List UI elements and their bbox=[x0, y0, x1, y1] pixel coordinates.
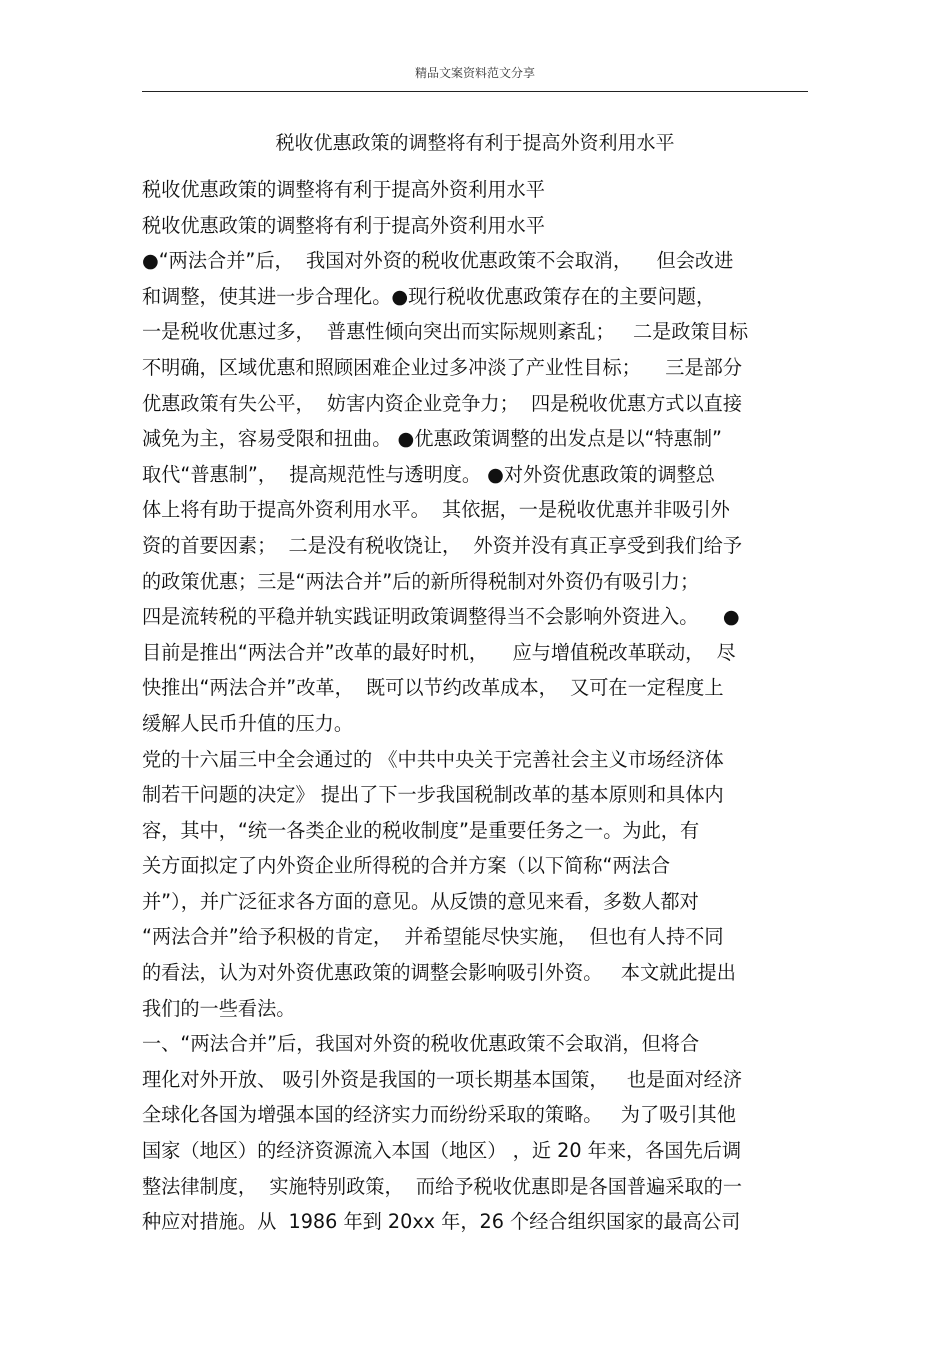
body-line: 理化对外开放、 吸引外资是我国的一项长期基本国策， 也是面对经济 bbox=[142, 1067, 743, 1091]
header-divider bbox=[142, 91, 808, 92]
body-line: 和调整，使其进一步合理化。●现行税收优惠政策存在的主要问题， bbox=[142, 284, 716, 308]
body-line: 制若干问题的决定》 提出了下一步我国税制改革的基本原则和具体内 bbox=[142, 783, 724, 807]
body-line: 容，其中，“统一各类企业的税收制度”是重要任务之一。为此，有 bbox=[142, 818, 700, 842]
body-line: 体上将有助于提高外资利用水平。 其依据，一是税收优惠并非吸引外 bbox=[142, 498, 730, 522]
body-line: 资的首要因素； 二是没有税收饶让， 外资并没有真正享受到我们给予 bbox=[142, 533, 743, 557]
body-line: 并”），并广泛征求各方面的意见。从反馈的意见来看，多数人都对 bbox=[142, 889, 699, 913]
body-line: 关方面拟定了内外资企业所得税的合并方案（以下简称“两法合 bbox=[142, 854, 671, 878]
body-line: 减免为主，容易受限和扭曲。 ●优惠政策调整的出发点是以“特惠制” bbox=[142, 427, 722, 451]
body-line: 的政策优惠；三是“两法合并”后的新所得税制对外资仍有吸引力； bbox=[142, 569, 700, 593]
body-line: 我们的一些看法。 bbox=[142, 996, 296, 1020]
body-line: 取代“普惠制”， 提高规范性与透明度。 ●对外资优惠政策的调整总 bbox=[142, 462, 715, 486]
body-line: 种应对措施。从 1986 年到 20xx 年，26 个经合组织国家的最高公司 bbox=[142, 1210, 741, 1234]
body-line: “两法合并”给予积极的肯定， 并希望能尽快实施， 但也有人持不同 bbox=[142, 925, 724, 949]
body-line: ●“两法合并”后， 我国对外资的税收优惠政策不会取消， 但会改进 bbox=[142, 249, 734, 273]
body-line: 税收优惠政策的调整将有利于提高外资利用水平 bbox=[142, 213, 545, 237]
body-line: 缓解人民币升值的压力。 bbox=[142, 711, 354, 735]
body-line: 一是税收优惠过多， 普惠性倾向突出而实际规则紊乱； 二是政策目标 bbox=[142, 320, 749, 344]
body-line: 全球化各国为增强本国的经济实力而纷纷采取的策略。 为了吸引其他 bbox=[142, 1103, 736, 1127]
body-line: 优惠政策有失公平， 妨害内资企业竞争力； 四是税收优惠方式以直接 bbox=[142, 391, 743, 415]
body-line: 整法律制度， 实施特别政策， 而给予税收优惠即是各国普遍采取的一 bbox=[142, 1174, 743, 1198]
body-line: 党的十六届三中全会通过的 《中共中央关于完善社会主义市场经济体 bbox=[142, 747, 724, 771]
document-body bbox=[142, 172, 810, 1240]
body-line: 的看法，认为对外资优惠政策的调整会影响吸引外资。 本文就此提出 bbox=[142, 961, 736, 985]
body-line: 快推出“两法合并”改革， 既可以节约改革成本， 又可在一定程度上 bbox=[142, 676, 724, 700]
body-line: 目前是推出“两法合并”改革的最好时机， 应与增值税改革联动， 尽 bbox=[142, 640, 736, 664]
body-line: 不明确，区域优惠和照顾困难企业过多冲淡了产业性目标； 三是部分 bbox=[142, 355, 743, 379]
body-line: 国家（地区）的经济资源流入本国（地区） ，近 20 年来，各国先后调 bbox=[142, 1139, 742, 1163]
body-line: 税收优惠政策的调整将有利于提高外资利用水平 bbox=[142, 178, 545, 201]
page-header: 精品文案资料范文分享 bbox=[414, 66, 535, 80]
document-title: 税收优惠政策的调整将有利于提高外资利用水平 bbox=[275, 132, 675, 154]
body-line: 四是流转税的平稳并轨实践证明政策调整得当不会影响外资进入。 ● bbox=[142, 605, 740, 629]
body-line: 一、“两法合并”后，我国对外资的税收优惠政策不会取消，但将合 bbox=[142, 1032, 700, 1056]
